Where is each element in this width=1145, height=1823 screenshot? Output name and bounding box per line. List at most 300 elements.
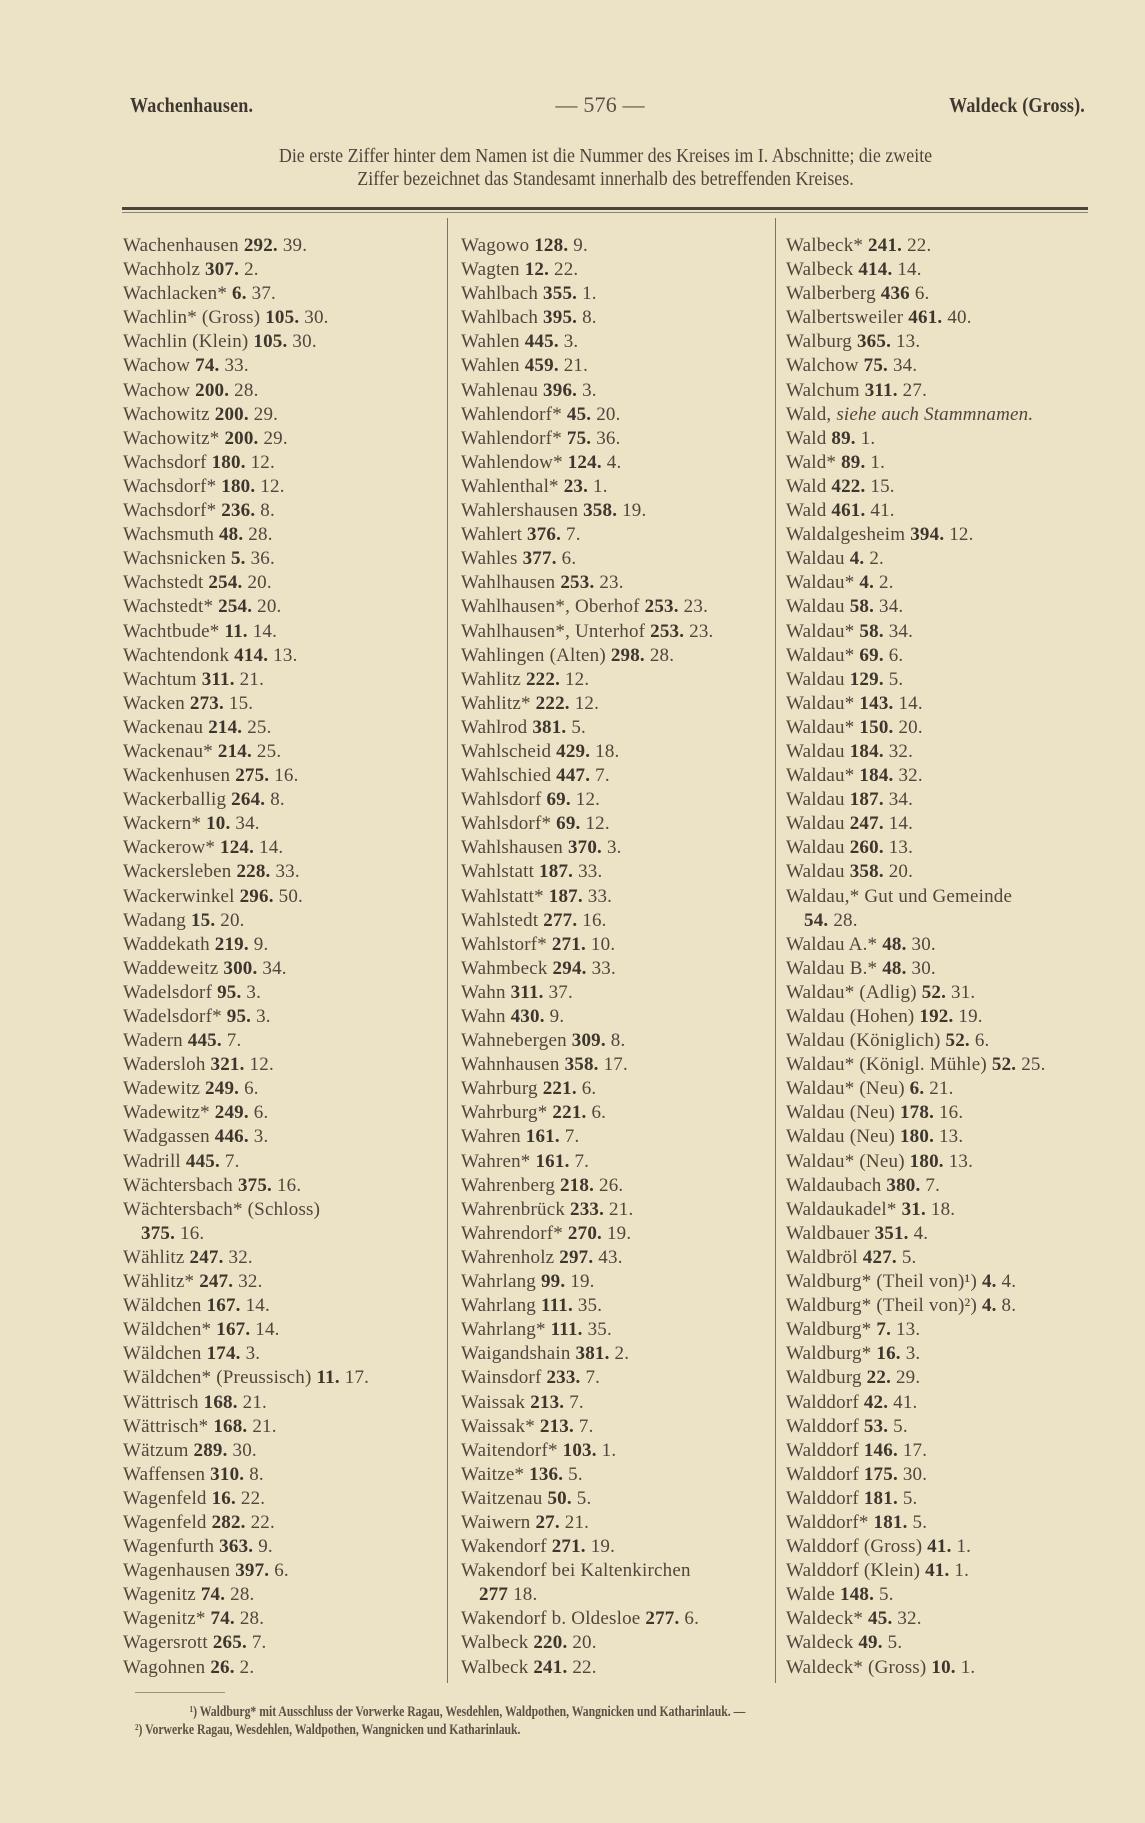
kreis-number: 264. <box>231 789 266 811</box>
standesamt-number: 19. <box>570 1271 595 1293</box>
index-entry <box>123 1463 443 1487</box>
place-name: Wadgassen <box>123 1126 210 1148</box>
index-entry <box>461 1559 771 1607</box>
entry-numbers <box>123 1222 443 1246</box>
place-name: Waiwern <box>461 1511 531 1533</box>
kreis-number: 31. <box>901 1198 926 1220</box>
place-name: Waldeck <box>786 1632 854 1654</box>
place-name: Wächtersbach* (Schloss) <box>123 1198 321 1220</box>
kreis-number: 48. <box>882 933 907 955</box>
index-entry <box>461 1439 771 1463</box>
standesamt-number: 32. <box>228 1246 253 1268</box>
index-entry <box>123 1053 443 1077</box>
kreis-number: 214. <box>217 740 252 762</box>
place-name: Waldau <box>786 789 845 811</box>
kreis-number: 48. <box>218 524 244 546</box>
place-name: Waldau* (Neu) <box>786 1078 905 1100</box>
entry-numbers <box>253 331 316 352</box>
standesamt-number: 22. <box>554 259 579 281</box>
kreis-number: 42. <box>863 1391 889 1413</box>
index-entry <box>786 1174 1104 1198</box>
standesamt-number: 6. <box>914 283 930 305</box>
kreis-number: 213. <box>530 1391 565 1413</box>
kreis-number: 247. <box>199 1271 234 1293</box>
entry-numbers <box>831 500 894 521</box>
standesamt-number: 36. <box>250 548 275 570</box>
entry-numbers <box>532 717 586 738</box>
kreis-number: 395. <box>543 307 578 329</box>
standesamt-number: 7. <box>251 1632 267 1654</box>
index-entry <box>786 692 1104 716</box>
kreis-number: 381. <box>532 716 567 738</box>
place-name: Walddorf (Gross) <box>786 1536 923 1558</box>
standesamt-number: 21. <box>609 1198 634 1220</box>
standesamt-number: 27. <box>902 379 928 401</box>
index-entry <box>123 595 443 619</box>
index-entry <box>786 523 1104 547</box>
entry-numbers <box>530 1392 584 1413</box>
entry-numbers <box>527 524 581 545</box>
index-entry <box>786 836 1104 860</box>
standesamt-number: 30. <box>304 307 329 329</box>
standesamt-number: 15. <box>228 692 254 714</box>
kreis-number: 52. <box>991 1054 1017 1076</box>
standesamt-number: 2. <box>244 259 259 281</box>
index-entry <box>786 1439 1104 1463</box>
standesamt-number: 31. <box>951 981 976 1003</box>
standesamt-number: 17. <box>344 1367 370 1389</box>
index-entry <box>786 1463 1104 1487</box>
entry-numbers <box>201 1584 255 1605</box>
kreis-number: 221. <box>552 1102 587 1124</box>
explanatory-note-line-1: Die erste Ziffer hinter dem Namen ist die Nummer des Kreises im I. Abschnitte; die zweite <box>278 146 933 167</box>
kreis-number: 4. <box>859 572 875 594</box>
place-name: Waitendorf* <box>461 1439 558 1461</box>
entry-numbers <box>534 235 588 256</box>
place-name: Wackerow* <box>123 837 216 859</box>
entry-numbers <box>556 741 619 762</box>
kreis-number: 187. <box>849 789 884 811</box>
kreis-number: 175. <box>863 1463 898 1485</box>
standesamt-number: 6. <box>591 1102 607 1124</box>
standesamt-number: 6. <box>581 1078 597 1100</box>
index-entry <box>123 909 443 933</box>
kreis-number: 365. <box>856 331 892 353</box>
index-entry <box>786 595 1104 619</box>
place-name: Wackenau* <box>123 740 213 762</box>
entry-numbers <box>840 1584 894 1605</box>
place-name: Waldau* (Neu) <box>786 1150 905 1172</box>
index-entry <box>123 933 443 957</box>
index-entry <box>123 644 443 668</box>
entry-numbers <box>982 1271 1016 1292</box>
kreis-number: 292. <box>243 235 278 256</box>
place-name: Wachsmuth <box>123 524 215 546</box>
index-entry <box>123 1270 443 1294</box>
entry-numbers <box>224 428 287 449</box>
entry-numbers <box>857 331 920 352</box>
index-entry <box>123 1318 443 1342</box>
kreis-number: 128. <box>534 235 569 256</box>
standesamt-number: 25. <box>256 740 282 762</box>
standesamt-number: 23. <box>689 620 714 642</box>
place-name: Wakendorf bei Kaltenkirchen <box>461 1560 691 1582</box>
place-name: Waldau* <box>786 692 855 714</box>
index-entry <box>461 644 771 668</box>
entry-numbers <box>207 1295 270 1316</box>
kreis-number: 461. <box>908 307 943 329</box>
entry-numbers <box>552 1102 606 1123</box>
index-entry <box>786 1487 1104 1511</box>
standesamt-number: 16. <box>938 1102 964 1124</box>
index-entry <box>786 644 1104 668</box>
index-entry <box>123 475 443 499</box>
index-entry <box>786 1559 1104 1583</box>
kreis-number: 213. <box>539 1415 574 1437</box>
entry-numbers <box>850 548 884 569</box>
index-entry <box>123 282 443 306</box>
entry-numbers <box>556 765 610 786</box>
kreis-number: 23. <box>563 475 589 497</box>
standesamt-number: 34. <box>888 789 914 811</box>
entry-numbers <box>231 789 285 810</box>
kreis-number: 74. <box>210 1608 235 1630</box>
entry-numbers <box>231 548 275 569</box>
standesamt-number: 14. <box>888 813 914 835</box>
index-entry <box>461 764 771 788</box>
index-entry <box>786 1511 1104 1535</box>
kreis-number: 375. <box>141 1222 176 1244</box>
entry-numbers <box>570 1199 633 1220</box>
place-name: Walde <box>786 1584 836 1606</box>
kreis-number: 307. <box>205 259 240 281</box>
entry-numbers <box>218 596 281 617</box>
index-entry <box>123 1439 443 1463</box>
standesamt-number: 12. <box>949 524 974 546</box>
kreis-number: 178. <box>899 1102 935 1124</box>
standesamt-number: 1. <box>860 427 876 449</box>
standesamt-number: 3. <box>563 331 579 353</box>
standesamt-number: 15. <box>870 475 895 497</box>
standesamt-number: 12. <box>564 668 590 690</box>
place-name: Waissak <box>461 1391 526 1413</box>
place-name: Wackerballig <box>123 789 227 811</box>
standesamt-number: 28. <box>239 1608 265 1630</box>
index-entry <box>461 1246 771 1270</box>
standesamt-number: 7. <box>925 1174 941 1196</box>
standesamt-number: 8. <box>582 307 597 329</box>
index-entry <box>461 523 771 547</box>
place-name: Wäldchen* <box>123 1319 212 1341</box>
entry-numbers <box>213 1632 267 1653</box>
standesamt-number: 1. <box>582 283 597 305</box>
entry-numbers <box>206 813 260 834</box>
index-entry <box>461 306 771 330</box>
index-entry <box>786 1125 1104 1149</box>
kreis-number: 445. <box>187 1030 222 1052</box>
index-entry <box>123 1294 443 1318</box>
entry-numbers <box>212 1488 266 1509</box>
standesamt-number: 6. <box>974 1030 990 1052</box>
standesamt-number: 6. <box>244 1078 259 1100</box>
entry-numbers <box>882 958 936 979</box>
kreis-number: 74. <box>195 355 220 377</box>
entry-numbers <box>992 1054 1046 1075</box>
kreis-number: 414. <box>234 644 269 666</box>
index-entry <box>786 379 1104 403</box>
index-entry <box>786 933 1104 957</box>
standesamt-number: 7. <box>566 524 581 546</box>
index-entry <box>786 1631 1104 1655</box>
kreis-number: 228. <box>236 861 271 883</box>
kreis-number: 180. <box>909 1150 944 1172</box>
place-name: Walddorf <box>786 1391 859 1413</box>
standesamt-number: 19. <box>622 500 647 522</box>
kreis-number: 414. <box>858 259 893 281</box>
standesamt-number: 5. <box>571 716 586 738</box>
place-name: Wahren* <box>461 1150 531 1172</box>
entry-numbers <box>236 861 299 882</box>
standesamt-number: 5. <box>879 1584 894 1606</box>
place-name: Wahlhausen <box>461 572 556 594</box>
entry-numbers <box>864 1464 927 1485</box>
place-name: Walbeck <box>461 1632 529 1654</box>
standesamt-number: 9. <box>573 235 588 256</box>
kreis-number: 241. <box>868 235 903 256</box>
index-entry <box>786 716 1104 740</box>
place-name: Wagenhausen <box>123 1560 231 1582</box>
standesamt-number: 34. <box>235 813 260 835</box>
standesamt-number: 13. <box>895 331 921 353</box>
entry-numbers <box>526 1126 580 1147</box>
index-entry <box>786 354 1104 378</box>
place-name: Wahlshausen <box>461 837 563 859</box>
index-entry <box>461 547 771 571</box>
index-entry <box>461 1631 771 1655</box>
standesamt-number: 32. <box>888 740 914 762</box>
index-entry <box>123 1366 443 1390</box>
kreis-number: 6. <box>232 283 247 305</box>
place-name: Wachsdorf* <box>123 475 217 497</box>
place-name: Wadern <box>123 1030 183 1052</box>
kreis-number: 52. <box>921 981 947 1003</box>
entry-numbers <box>863 1247 917 1268</box>
index-entry <box>786 234 1104 258</box>
kreis-number: 161. <box>535 1150 570 1172</box>
index-entry <box>786 258 1104 282</box>
standesamt-number: 34. <box>879 596 904 618</box>
standesamt-number: 33. <box>275 861 300 883</box>
kreis-number: 45. <box>566 403 592 425</box>
standesamt-number: 28. <box>234 379 259 401</box>
index-entry <box>123 1511 443 1535</box>
index-entry <box>123 379 443 403</box>
place-name: Waldau (Neu) <box>786 1126 896 1148</box>
index-entry <box>786 1391 1104 1415</box>
entry-numbers <box>511 1006 565 1027</box>
entry-numbers <box>215 404 278 425</box>
index-entry <box>786 1053 1104 1077</box>
index-entry <box>461 716 771 740</box>
kreis-number: 310. <box>210 1463 245 1485</box>
entry-numbers <box>910 1078 954 1099</box>
place-name: Wäldchen <box>123 1343 202 1365</box>
index-column-2 <box>461 234 771 1680</box>
entry-numbers <box>645 1608 699 1629</box>
kreis-number: 394. <box>910 524 945 546</box>
header-rule-thick <box>122 207 1088 210</box>
index-entry <box>786 1198 1104 1222</box>
place-name: Wachlin* (Gross) <box>123 307 261 329</box>
index-entry <box>123 1246 443 1270</box>
kreis-number: 181. <box>873 1511 908 1533</box>
entry-numbers <box>908 307 971 328</box>
place-name: Waldau* <box>786 620 855 642</box>
kreis-number: 249. <box>205 1078 240 1100</box>
standesamt-number: 21. <box>929 1078 954 1100</box>
entry-numbers <box>244 235 307 256</box>
standesamt-number: 7. <box>569 1391 584 1413</box>
index-entry <box>461 1077 771 1101</box>
entry-numbers <box>535 1512 589 1533</box>
index-entry <box>786 885 1104 933</box>
kreis-number: 436 <box>880 283 910 305</box>
kreis-number: 69. <box>546 789 571 811</box>
index-entry <box>786 451 1104 475</box>
footnotes <box>135 1703 892 1739</box>
entry-numbers <box>650 621 713 642</box>
index-entry <box>123 788 443 812</box>
place-name: Wagten <box>461 259 520 281</box>
kreis-number: 105. <box>265 307 300 329</box>
entry-numbers <box>850 596 904 617</box>
index-entry <box>786 403 1104 427</box>
kreis-number: 321. <box>210 1054 245 1076</box>
entry-numbers <box>927 1536 971 1557</box>
entry-numbers <box>205 1078 259 1099</box>
place-name: Wahlhausen*, Oberhof <box>461 596 640 618</box>
index-entry <box>786 547 1104 571</box>
place-name: Wahlsdorf <box>461 789 542 811</box>
standesamt-number: 13. <box>273 644 298 666</box>
kreis-number: 6. <box>909 1078 925 1100</box>
standesamt-number: 17. <box>902 1439 928 1461</box>
index-entry <box>786 475 1104 499</box>
entry-numbers <box>560 1175 623 1196</box>
entry-numbers <box>910 1151 973 1172</box>
standesamt-number: 9. <box>253 933 269 955</box>
kreis-number: 148. <box>840 1584 875 1606</box>
index-entry <box>123 860 443 884</box>
standesamt-number: 28. <box>649 644 675 666</box>
entry-numbers <box>864 1392 918 1413</box>
kreis-number: 124. <box>220 837 255 859</box>
standesamt-number: 8. <box>610 1030 626 1052</box>
place-name: Wahlershausen <box>461 500 579 522</box>
place-name: Walddorf (Klein) <box>786 1560 921 1582</box>
kreis-number: 200. <box>195 379 230 401</box>
footnote-rule <box>135 1692 225 1693</box>
standesamt-number: 7. <box>574 1150 590 1172</box>
standesamt-number: 21. <box>242 1391 267 1413</box>
running-head-first-entry: Wachenhausen. <box>130 92 254 117</box>
place-name: Waldeck* <box>786 1608 864 1630</box>
kreis-number: 270. <box>567 1222 602 1244</box>
index-entry <box>123 692 443 716</box>
standesamt-number: 18. <box>595 740 620 762</box>
entry-numbers <box>859 572 893 593</box>
entry-numbers <box>645 596 708 617</box>
index-entry <box>461 1511 771 1535</box>
entry-numbers <box>576 1343 630 1364</box>
place-name: Waitzenau <box>461 1487 543 1509</box>
place-name: Waldau* (Königl. Mühle) <box>786 1054 987 1076</box>
index-entry <box>786 1077 1104 1101</box>
kreis-number: 22. <box>866 1367 892 1389</box>
kreis-number: 174. <box>206 1343 241 1365</box>
standesamt-number: 28. <box>248 524 273 546</box>
standesamt-number: 17. <box>603 1054 628 1076</box>
entry-numbers <box>922 982 976 1003</box>
entry-numbers <box>234 645 297 666</box>
standesamt-number: 19. <box>958 1006 983 1027</box>
entry-numbers <box>541 1295 602 1316</box>
index-entry <box>123 836 443 860</box>
place-name: Wahlendow* <box>461 451 563 473</box>
standesamt-number: 32. <box>238 1271 263 1293</box>
kreis-number: 241. <box>533 1656 568 1678</box>
place-name: Wahlingen (Alten) <box>461 644 606 666</box>
index-entry <box>461 330 771 354</box>
index-entry <box>123 234 443 258</box>
standesamt-number: 19. <box>590 1536 616 1558</box>
kreis-number: 41. <box>925 1560 950 1582</box>
kreis-number: 184. <box>849 740 884 762</box>
index-entry <box>461 812 771 836</box>
index-entry <box>123 1077 443 1101</box>
index-entry <box>461 1535 771 1559</box>
entry-numbers <box>210 1657 254 1678</box>
standesamt-number: 23. <box>599 572 624 594</box>
page-number: — 576 — <box>555 92 645 117</box>
place-name: Waldau <box>786 668 845 690</box>
standesamt-number: 35. <box>587 1319 612 1341</box>
index-entry <box>461 909 771 933</box>
index-entry <box>123 957 443 981</box>
place-name: Waldau (Königlich) <box>786 1030 941 1052</box>
entry-numbers <box>317 1367 370 1388</box>
index-entry <box>461 571 771 595</box>
entry-numbers <box>556 813 610 834</box>
entry-numbers <box>841 452 885 473</box>
index-entry <box>123 330 443 354</box>
kreis-number: 58. <box>859 620 884 642</box>
standesamt-number: 5. <box>888 668 904 690</box>
standesamt-number: 1. <box>956 1536 972 1558</box>
entry-numbers <box>611 645 674 666</box>
standesamt-number: 30. <box>911 957 936 979</box>
entry-numbers <box>210 1464 264 1485</box>
entry-numbers <box>220 837 283 858</box>
place-name: Wadrill <box>123 1150 181 1172</box>
standesamt-number: 18. <box>513 1584 538 1606</box>
entry-numbers <box>224 621 277 642</box>
place-name: Wachsdorf* <box>123 500 217 522</box>
place-name: Wagenfeld <box>123 1511 207 1533</box>
kreis-number: 95. <box>217 981 242 1003</box>
entry-numbers <box>221 476 284 497</box>
standesamt-number: 20. <box>596 403 621 425</box>
